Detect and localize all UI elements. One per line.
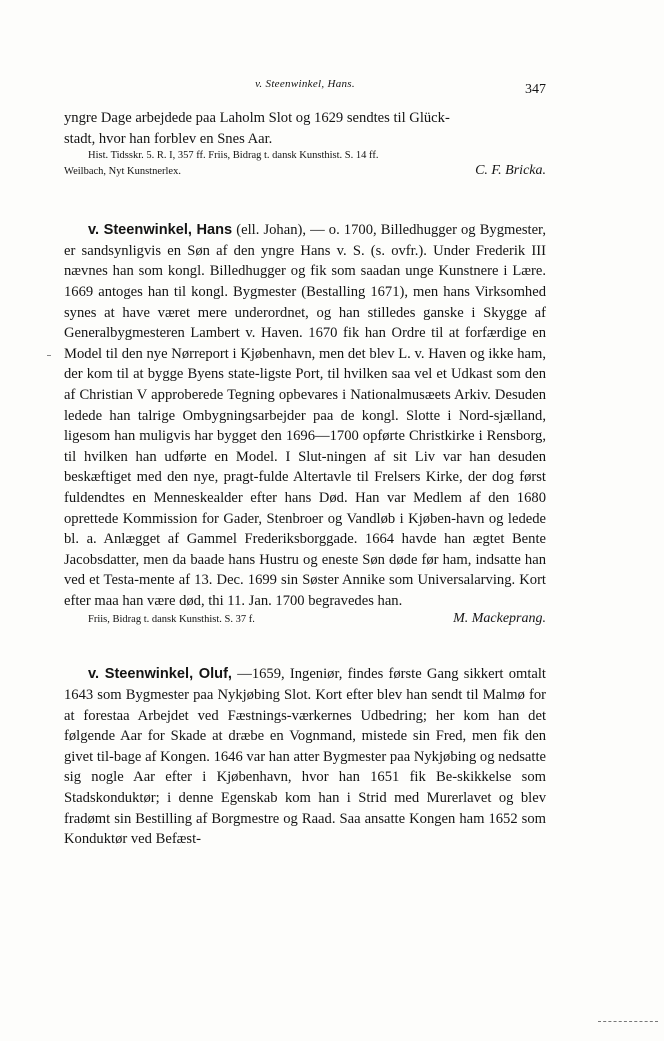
bottom-rule <box>598 1021 658 1023</box>
prev-entry-refs-line-1: Hist. Tidsskr. 5. R. I, 357 ff. Friis, Bidrag t. dansk Kunsthist. S. 14 ff. <box>88 150 379 162</box>
entry-oluf-text: —1659, Ingeniør, findes første Gang sikkert omtalt 1643 som Bygmester paa Nykjøbing Slot. Kort efter blev han sendt til Malmø for at forestaa Arbejdet ved Fæstnings-værkernes Udbedring; her kom han det følgende Aar for Skade at dræbe en Vognmand, mistede sin Fred, men fik den givet til-bage af Kongen. 1646 var han atter Bygmester paa Nykjøbing og nedsatte sig nogle Aar efter i Kjøbenhavn, hvor han 1651 fik Be-skikkelse som Stadskonduktør; i denne Egenskab kom han i Strid med Murerlavet og blev fradømt sin Bestilling af Borgmestre og Raad. Saa ansatte Kongen ham 1652 som Konduktør ved Befæst- <box>64 666 546 848</box>
header <box>64 78 546 108</box>
entry-hans-refs: Friis, Bidrag t. dansk Kunsthist. S. 37 f. <box>88 614 255 626</box>
entry-hans <box>64 220 546 611</box>
page-number: 347 <box>525 82 546 97</box>
prev-entry-refs-row <box>64 163 546 180</box>
running-head: v. Steenwinkel, Hans. <box>255 78 355 90</box>
prev-entry-line-2: stadt, hvor han forblev en Snes Aar. <box>64 130 273 147</box>
entry-hans-text: (ell. Johan), — o. 1700, Billedhugger og Bygmester, er sandsynligvis en Søn af den yngre Hans v. S. (s. ovfr.). Under Frederik III nævnes han som kongl. Billedhugger og fik som saadan unge Kunstnere i Lære. 1669 antoges han til kongl. Bygmester (Bestalling 1671), men hans Virksomhed synes at have været mere underordnet, og han stilledes ganske i Skygge af Generalbygmesteren Lambert v. Haven. 1670 fik han Ordre til at forfærdige en Model til den nye Nørreport i Kjøbenhavn, men det blev L. v. Haven og ikke ham, der kom til at bygge Byens state-ligste Port, til hvilken saa vel et Udkast som den af Christian V approberede Tegning opbevares i Nationalmusæets Arkiv. Desuden ledede han talrige Ombygningsarbejder paa de kongl. Slotte i Nord-sjælland, ligesom han muligvis har bygget den 1696—1700 opførte Christkirke i Rensborg, til hvilken han udførte en Model. I Slut-ningen af sit Liv var han desuden beskæftiget med den nye, pragt-fulde Altertavle til Frelsers Kirke, der dog først fuldendtes en Menneskealder efter hans Død. Han var Medlem af den 1680 oprettede Kommission for Gader, Stenbroer og Vandløb i Kjøben-havn og ledede bl. a. Anlægget af Gammel Frederiksborggade. 1664 havde han ægtet Bente Jacobsdatter, men da baade hans Hustru og eneste Søn døde før ham, indsatte han ved et Testa-mente af 13. Dec. 1699 sin Søster Annike som Universalarving. Kort efter maa han være død, thi 11. Jan. 1700 begravedes han. <box>64 222 546 609</box>
entry-hans-signature: M. Mackeprang. <box>453 611 546 627</box>
margin-mark <box>47 355 51 356</box>
prev-entry-line-1: yngre Dage arbejdede paa Laholm Slot og 1629 sendtes til Glück- <box>64 110 450 126</box>
entry-oluf-name: v. Steenwinkel, Oluf, <box>88 666 232 683</box>
page <box>64 78 546 850</box>
entry-hans-name: v. Steenwinkel, Hans <box>88 222 233 239</box>
prev-entry-signature: C. F. Bricka. <box>475 163 546 179</box>
prev-entry-refs-line-2: Weilbach, Nyt Kunstnerlex. <box>64 166 181 178</box>
entry-hans-refs-row <box>64 611 546 628</box>
entry-oluf <box>64 664 546 849</box>
